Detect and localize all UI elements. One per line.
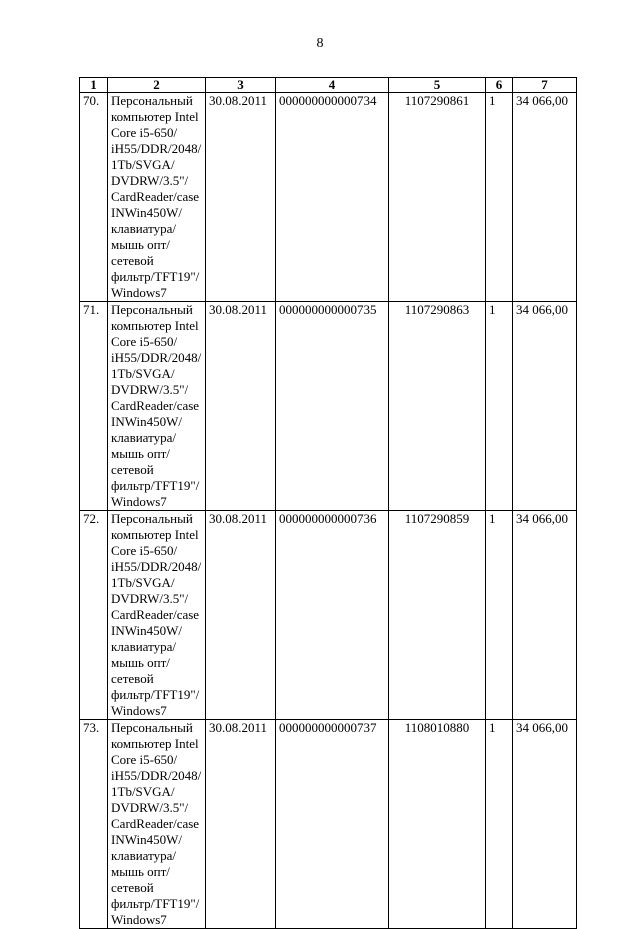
item-name: Персональный компьютер Intel Core i5-650/ iH55/DDR/2048/ 1Tb/SVGA/ DVDRW/3.5"/ CardReader/case INWin450W/ клавиатура/ мышь опт/ сетевой фильтр/TFT19"/ Windows7	[108, 511, 206, 720]
acquisition-date: 30.08.2011	[206, 720, 276, 929]
quantity: 1	[486, 511, 513, 720]
row-number: 73.	[80, 720, 108, 929]
acquisition-date: 30.08.2011	[206, 511, 276, 720]
inventory-number: 000000000000735	[276, 302, 389, 511]
serial-number: 1107290861	[389, 93, 486, 302]
row-number: 72.	[80, 511, 108, 720]
item-name: Персональный компьютер Intel Core i5-650/ iH55/DDR/2048/ 1Tb/SVGA/ DVDRW/3.5"/ CardReader/case INWin450W/ клавиатура/ мышь опт/ сетевой фильтр/TFT19"/ Windows7	[108, 720, 206, 929]
item-name: Персональный компьютер Intel Core i5-650/ iH55/DDR/2048/ 1Tb/SVGA/ DVDRW/3.5"/ CardReader/case INWin450W/ клавиатура/ мышь опт/ сетевой фильтр/TFT19"/ Windows7	[108, 302, 206, 511]
table-row	[80, 511, 577, 720]
quantity: 1	[486, 302, 513, 511]
inventory-number: 000000000000736	[276, 511, 389, 720]
row-number: 70.	[80, 93, 108, 302]
table-row	[80, 720, 577, 929]
quantity: 1	[486, 720, 513, 929]
inventory-number: 000000000000737	[276, 720, 389, 929]
column-header-7: 7	[513, 78, 577, 93]
table-row	[80, 302, 577, 511]
serial-number: 1108010880	[389, 720, 486, 929]
item-name: Персональный компьютер Intel Core i5-650/ iH55/DDR/2048/ 1Tb/SVGA/ DVDRW/3.5"/ CardReader/case INWin450W/ клавиатура/ мышь опт/ сетевой фильтр/TFT19"/ Windows7	[108, 93, 206, 302]
price: 34 066,00	[513, 93, 577, 302]
inventory-number: 000000000000734	[276, 93, 389, 302]
column-header-3: 3	[206, 78, 276, 93]
column-header-6: 6	[486, 78, 513, 93]
column-header-5: 5	[389, 78, 486, 93]
column-header-2: 2	[108, 78, 206, 93]
acquisition-date: 30.08.2011	[206, 302, 276, 511]
price: 34 066,00	[513, 511, 577, 720]
column-header-4: 4	[276, 78, 389, 93]
serial-number: 1107290863	[389, 302, 486, 511]
acquisition-date: 30.08.2011	[206, 93, 276, 302]
table-row	[80, 93, 577, 302]
price: 34 066,00	[513, 302, 577, 511]
row-number: 71.	[80, 302, 108, 511]
inventory-table	[79, 77, 577, 929]
column-header-1: 1	[80, 78, 108, 93]
serial-number: 1107290859	[389, 511, 486, 720]
quantity: 1	[486, 93, 513, 302]
price: 34 066,00	[513, 720, 577, 929]
page-number: 8	[316, 36, 324, 51]
header-row	[80, 78, 577, 93]
